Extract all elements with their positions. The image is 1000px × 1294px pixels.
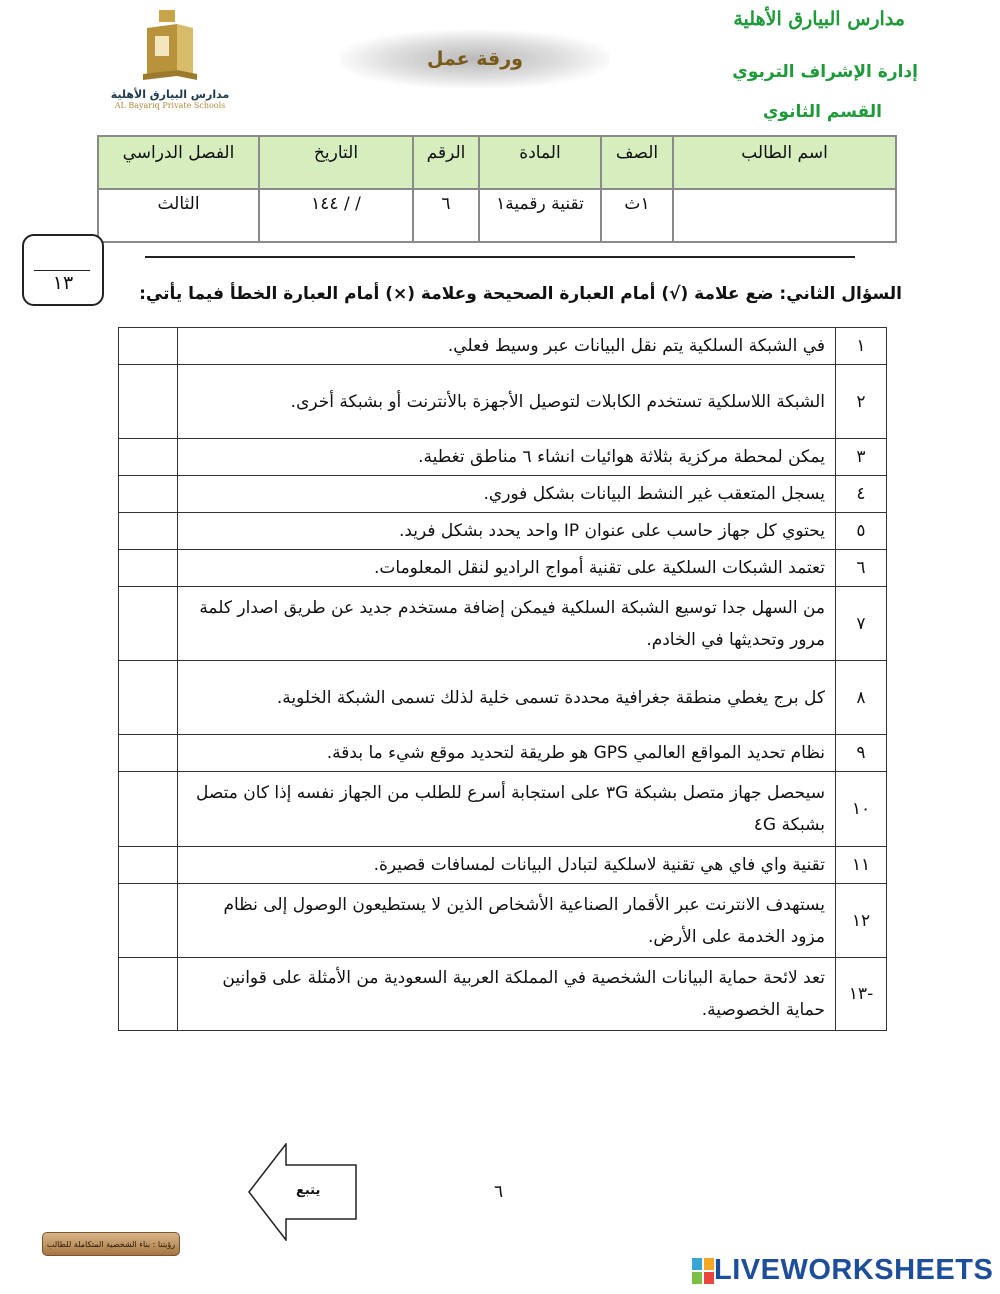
answer-box[interactable] <box>119 661 178 735</box>
question-number: ١ <box>836 328 887 365</box>
question-row <box>119 365 887 439</box>
question-text: من السهل جدا توسيع الشبكة السلكية فيمكن إضافة مستخدم جديد عن طريق اصدار كلمة مرور وتحديثها في الخادم. <box>178 587 836 661</box>
question-number: ٨ <box>836 661 887 735</box>
question-row <box>119 550 887 587</box>
header-subject: المادة <box>479 136 601 189</box>
question-text: تقنية واي فاي هي تقنية لاسلكية لتبادل البيانات لمسافات قصيرة. <box>178 847 836 884</box>
grade-value: ١ث <box>601 189 673 242</box>
header-number: الرقم <box>413 136 479 189</box>
school-logo-icon <box>135 8 205 86</box>
question-row <box>119 772 887 847</box>
question-text: نظام تحديد المواقع العالمي GPS هو طريقة لتحديد موقع شيء ما بدقة. <box>178 735 836 772</box>
score-divider <box>34 270 90 271</box>
answer-box[interactable] <box>119 772 178 847</box>
question-row <box>119 439 887 476</box>
vision-text: رؤيتنا : بناء الشخصية المتكاملة للطالب <box>46 1239 176 1249</box>
date-value: / / ١٤٤ <box>259 189 413 242</box>
student-info-table <box>97 135 897 243</box>
header-semester: الفصل الدراسي <box>98 136 259 189</box>
number-value: ٦ <box>413 189 479 242</box>
question-text: سيحصل جهاز متصل بشبكة ٣G على استجابة أسرع للطلب من الجهاز نفسه إذا كان متصل بشبكة ٤G <box>178 772 836 847</box>
question-row <box>119 735 887 772</box>
divider-line <box>145 256 855 258</box>
header-date: التاريخ <box>259 136 413 189</box>
question-row <box>119 884 887 958</box>
question-text: الشبكة اللاسلكية تستخدم الكابلات لتوصيل الأجهزة بالأنترنت أو بشبكة أخرى. <box>178 365 836 439</box>
info-value-row <box>98 189 896 242</box>
question-text: يحتوي كل جهاز حاسب على عنوان IP واحد يحدد بشكل فريد. <box>178 513 836 550</box>
worksheet-title: ورقة عمل <box>426 48 523 70</box>
question-number: ٢ <box>836 365 887 439</box>
school-logo <box>110 8 230 123</box>
answer-box[interactable] <box>119 476 178 513</box>
question-number: ٦ <box>836 550 887 587</box>
vision-badge <box>42 1232 180 1256</box>
semester-value: الثالث <box>98 189 259 242</box>
student-name-field[interactable] <box>673 189 896 242</box>
page-number: ٦ <box>494 1182 504 1202</box>
answer-box[interactable] <box>119 513 178 550</box>
answer-box[interactable] <box>119 328 178 365</box>
next-label: يتبع <box>296 1183 321 1198</box>
question-text: تعد لائحة حماية البيانات الشخصية في المملكة العربية السعودية من الأمثلة على قوانين حماية الخصوصية. <box>178 958 836 1031</box>
questions-table <box>118 327 887 1031</box>
answer-box[interactable] <box>119 735 178 772</box>
answer-box[interactable] <box>119 365 178 439</box>
question-text: تعتمد الشبكات السلكية على تقنية أمواج الراديو لنقل المعلومات. <box>178 550 836 587</box>
question-row <box>119 513 887 550</box>
question-number: ٤ <box>836 476 887 513</box>
section-name: القسم الثانوي <box>762 102 882 122</box>
header-student-name: اسم الطالب <box>673 136 896 189</box>
question-row <box>119 661 887 735</box>
question-number: ١٢ <box>836 884 887 958</box>
question-row <box>119 958 887 1031</box>
question-number: ٥ <box>836 513 887 550</box>
logo-english-name: AL Bayariq Private Schools <box>114 101 226 110</box>
answer-box[interactable] <box>119 847 178 884</box>
question-text: يمكن لمحطة مركزية بثلاثة هوائيات انشاء ٦ مناطق تغطية. <box>178 439 836 476</box>
worksheet-banner <box>340 30 610 88</box>
question-number: ١١ <box>836 847 887 884</box>
score-box <box>22 234 104 306</box>
department-name: إدارة الإشراف التربوي <box>732 62 918 82</box>
question-row <box>119 587 887 661</box>
question-text: كل برج يغطي منطقة جغرافية محددة تسمى خلية لذلك تسمى الشبكة الخلوية. <box>178 661 836 735</box>
question-number: -١٣ <box>836 958 887 1031</box>
question-heading: السؤال الثاني: ضع علامة (√) أمام العبارة الصحيحة وعلامة (×) أمام العبارة الخطأ فيما يأتي: <box>139 284 902 304</box>
school-name: مدارس البيارق الأهلية <box>733 8 905 30</box>
header-grade: الصف <box>601 136 673 189</box>
question-number: ٩ <box>836 735 887 772</box>
score-value: ١٣ <box>52 272 74 294</box>
info-header-row <box>98 136 896 189</box>
answer-box[interactable] <box>119 550 178 587</box>
question-text: يستهدف الانترنت عبر الأقمار الصناعية الأشخاص الذين لا يستطيعون الوصول إلى نظام مزود الخدمة على الأرض. <box>178 884 836 958</box>
question-number: ٧ <box>836 587 887 661</box>
liveworksheets-icon <box>692 1258 714 1284</box>
question-text: في الشبكة السلكية يتم نقل البيانات عبر وسيط فعلي. <box>178 328 836 365</box>
question-text: يسجل المتعقب غير النشط البيانات بشكل فوري. <box>178 476 836 513</box>
question-row <box>119 847 887 884</box>
question-number: ٣ <box>836 439 887 476</box>
liveworksheets-logo <box>692 1254 993 1287</box>
logo-arabic-name: مدارس البيارق الأهلية <box>110 88 230 101</box>
question-row <box>119 476 887 513</box>
question-number: ١٠ <box>836 772 887 847</box>
subject-value: تقنية رقمية١ <box>479 189 601 242</box>
answer-box[interactable] <box>119 884 178 958</box>
question-row <box>119 328 887 365</box>
liveworksheets-brand: LIVEWORKSHEETS <box>714 1254 994 1286</box>
answer-box[interactable] <box>119 958 178 1031</box>
answer-box[interactable] <box>119 587 178 661</box>
answer-box[interactable] <box>119 439 178 476</box>
